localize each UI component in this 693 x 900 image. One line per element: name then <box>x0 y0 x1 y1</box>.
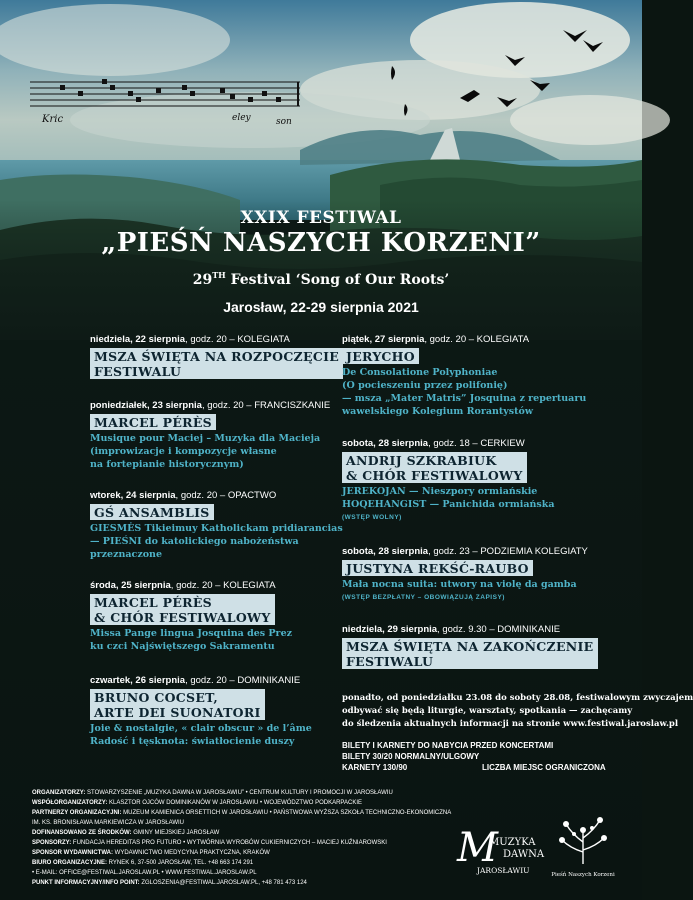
english-ordinal-suffix: TH <box>212 270 226 280</box>
festival-number: XXIX FESTIWAL <box>240 208 402 228</box>
event-right-2 <box>342 438 555 524</box>
landscape-painting <box>0 0 642 340</box>
event-description-line: (improwizacje i kompozycje własne <box>90 446 277 457</box>
event-title-line: ARTE DEI SUONATORI <box>94 705 261 720</box>
event-admission-note: (WSTĘP BEZPŁATNY – OBOWIĄZUJĄ ZAPISY) <box>342 594 505 601</box>
credit-line: • E-MAIL: OFFICE@FESTIWAL.JAROSLAW.PL • WWW.FESTIWAL.JAROSLAW.PL <box>32 870 257 876</box>
event-day: wtorek, 24 sierpnia <box>90 490 176 501</box>
event-datetime <box>342 438 555 450</box>
event-title-line: FESTIWALU <box>94 364 182 379</box>
piesn-naszych-korzeni-logo <box>548 812 618 882</box>
event-day: piątek, 27 sierpnia <box>342 334 425 345</box>
event-time-venue: , godz. 20 – KOLEGIATA <box>185 334 290 345</box>
lyric-1: Kric <box>42 114 64 125</box>
event-description-line: HOQEHANGIST — Panichida ormiańska <box>342 499 555 510</box>
event-title <box>90 594 275 625</box>
credit-line: BIURO ORGANIZACYJNE: RYNEK 6, 37-500 JAROSŁAW, TEL. +48 663 174 291 <box>32 860 254 866</box>
event-left-4 <box>90 580 292 653</box>
event-title <box>90 414 216 430</box>
program-note-line: odbywać się będą liturgie, warsztaty, spotkania — zachęcamy <box>342 706 633 716</box>
credit-line: WSPÓŁORGANIZATORZY: KLASZTOR OJCÓW DOMINIKANÓW W JAROSŁAWIU • WOJEWÓDZTWO PODKARPACKIE <box>32 800 362 806</box>
program-note-line: do śledzenia aktualnych informacji na stronie www.festiwal.jaroslaw.pl <box>342 719 679 729</box>
event-datetime <box>342 624 598 636</box>
event-title <box>342 348 419 364</box>
credit-line: ORGANIZATORZY: STOWARZYSZENIE „MUZYKA DAWNA W JAROSŁAWIU” • CENTRUM KULTURY I PROMOCJI W JAROSŁAWIU <box>32 790 393 796</box>
english-name: Festival ‘Song of Our Roots’ <box>230 272 450 288</box>
event-datetime <box>90 490 343 502</box>
event-right-3 <box>342 546 588 604</box>
festival-dates: Jarosław, 22-29 sierpnia 2021 <box>223 299 419 315</box>
event-time-venue: , godz. 20 – KOLEGIATA <box>424 334 530 345</box>
logo-word: DAWNA <box>503 849 545 860</box>
muzyka-dawna-logo <box>455 823 545 879</box>
logo-word: JAROSŁAWIU <box>477 866 530 875</box>
event-description-line: przeznaczone <box>90 549 163 560</box>
english-number: 29 <box>192 272 213 288</box>
event-description-line: GIESMĖS Tikieimuy Katholickam pridiarancias <box>90 523 343 534</box>
event-datetime <box>90 580 292 592</box>
festival-english-title <box>0 270 642 288</box>
event-day: poniedziałek, 23 sierpnia <box>90 400 202 411</box>
festival-name: „PIEŚŃ NASZYCH KORZENI” <box>101 228 541 258</box>
event-title-line: MARCEL PÉRÈS <box>94 415 213 430</box>
credits-footer <box>32 788 451 888</box>
limited-seats-note: LICZBA MIEJSC OGRANICZONA <box>482 763 606 772</box>
event-title-line: MSZA ŚWIĘTA NA ROZPOCZĘCIE <box>94 349 340 364</box>
event-description-line: Joie & nostalgie, « clair obscur » de l’âme <box>90 723 312 734</box>
event-day: niedziela, 22 sierpnia <box>90 334 186 345</box>
event-datetime <box>342 546 588 558</box>
lyric-3: son <box>276 117 292 127</box>
event-title-line: ANDRIJ SZKRABIUK <box>346 453 497 468</box>
credit-line: IM. KS. BRONISŁAWA MARKIEWICZA W JAROSŁAWIU <box>32 820 185 826</box>
event-left-1 <box>90 334 343 381</box>
event-title-line: & CHÓR FESTIWALOWY <box>94 610 271 625</box>
credit-line: SPONSORZY: FUNDACJA HEREDITAS PRO FUTURO • WYTWÓRNIA WYROBÓW CUKIERNICZYCH – MACIEJ KUŹNIAROWSKI <box>32 840 387 846</box>
event-title <box>342 638 598 669</box>
event-title <box>90 504 214 520</box>
event-title <box>342 452 527 483</box>
event-description-line: Musique pour Maciej – Muzyka dla Macieja <box>90 433 321 444</box>
event-description-line: De Consolatione Polyphoniae <box>342 367 498 378</box>
event-description-line: na fortepianie historycznym) <box>90 459 244 470</box>
event-time-venue: , godz. 20 – OPACTWO <box>175 490 277 501</box>
svg-text:M: M <box>457 825 498 871</box>
event-description-line: Radość i tęsknota: światłocienie duszy <box>90 736 295 747</box>
credit-line: DOFINANSOWANO ZE ŚRODKÓW: GMINY MIEJSKIEJ JAROSŁAW <box>32 830 220 836</box>
logo-caption: Pieśń Naszych Korzeni <box>551 872 615 878</box>
event-time-venue: , godz. 20 – DOMINIKANIE <box>185 675 301 686</box>
event-title-line: JERYCHO <box>346 349 415 364</box>
event-day: czwartek, 26 sierpnia <box>90 675 186 686</box>
event-time-venue: , godz. 20 – FRANCISZKANIE <box>201 400 331 411</box>
event-left-2 <box>90 400 330 471</box>
event-title-line: MARCEL PÉRÈS <box>94 595 213 610</box>
event-description-line: — msza „Mater Matris” Josquina z repertuaru <box>342 393 587 404</box>
event-left-5 <box>90 675 312 748</box>
event-description-line: (O pocieszeniu przez polifonię) <box>342 380 508 391</box>
ticket-line: BILETY I KARNETY DO NABYCIA PRZED KONCERTAMI <box>342 741 554 750</box>
lyric-2: eley <box>232 113 251 123</box>
event-right-4 <box>342 624 598 671</box>
ticket-line: BILETY 30/20 NORMALNY/ULGOWY <box>342 752 480 761</box>
event-title-line: GŚ ANSAMBLIS <box>94 505 210 520</box>
event-admission-note: (WSTĘP WOLNY) <box>342 514 402 521</box>
logo-word: MUZYKA <box>489 837 536 848</box>
event-description-line: ku czci Najświętszego Sakramentu <box>90 641 275 652</box>
event-description-line: JEREKOJAN — Nieszpory ormiańskie <box>342 486 538 497</box>
event-title <box>90 348 343 379</box>
event-time-venue: , godz. 9.30 – DOMINIKANIE <box>437 624 561 635</box>
event-right-1 <box>342 334 586 418</box>
event-time-venue: , godz. 18 – CERKIEW <box>428 438 525 449</box>
event-time-venue: , godz. 23 – PODZIEMIA KOLEGIATY <box>428 546 588 557</box>
event-description-line: Missa Pange lingua Josquina des Prez <box>90 628 293 639</box>
event-title-line: MSZA ŚWIĘTA NA ZAKOŃCZENIE <box>346 639 594 654</box>
event-title <box>342 560 533 576</box>
event-description-line: — PIEŚNI do katolickiego nabożeństwa <box>90 536 299 547</box>
event-day: sobota, 28 sierpnia <box>342 546 429 557</box>
credit-line: PUNKT INFORMACYJNY/INFO POINT: ZGLOSZENIA@FESTIWAL.JAROSLAW.PL, +48 781 473 124 <box>32 880 307 886</box>
event-day: sobota, 28 sierpnia <box>342 438 429 449</box>
event-datetime <box>90 400 330 412</box>
event-datetime <box>90 334 343 346</box>
event-datetime <box>90 675 312 687</box>
event-title-line: FESTIWALU <box>346 654 434 669</box>
event-day: środa, 25 sierpnia <box>90 580 171 591</box>
event-title <box>90 689 265 720</box>
event-left-3 <box>90 490 343 561</box>
event-title-line: BRUNO COCSET, <box>94 690 219 705</box>
event-time-venue: , godz. 20 – KOLEGIATA <box>170 580 276 591</box>
ticket-line: KARNETY 130/90 <box>342 763 408 772</box>
credit-line: PARTNERZY ORGANIZACYJNI: MUZEUM KAMIENICA ORSETTICH W JAROSŁAWIU • PAŃSTWOWA WYŻSZA SZKOŁA TECHNICZNO-EKONOMICZNA <box>32 810 452 816</box>
event-title-line: & CHÓR FESTIWALOWY <box>346 468 523 483</box>
event-description-line: wawelskiego Kolegium Rorantystów <box>342 406 534 417</box>
event-description-line: Mała nocna suita: utwory na violę da gamba <box>342 579 577 590</box>
event-day: niedziela, 29 sierpnia <box>342 624 438 635</box>
event-datetime <box>342 334 586 346</box>
credit-line: SPONSOR WYDAWNICTWA: WYDAWNICTWO MEDYCYNA PRAKTYCZNA, KRAKÓW <box>32 850 270 856</box>
event-title-line: JUSTYNA REKŚĆ-RAUBO <box>346 561 529 576</box>
program-note-line: ponadto, od poniedziałku 23.08 do soboty 28.08, festiwalowym zwyczajem <box>342 693 693 703</box>
